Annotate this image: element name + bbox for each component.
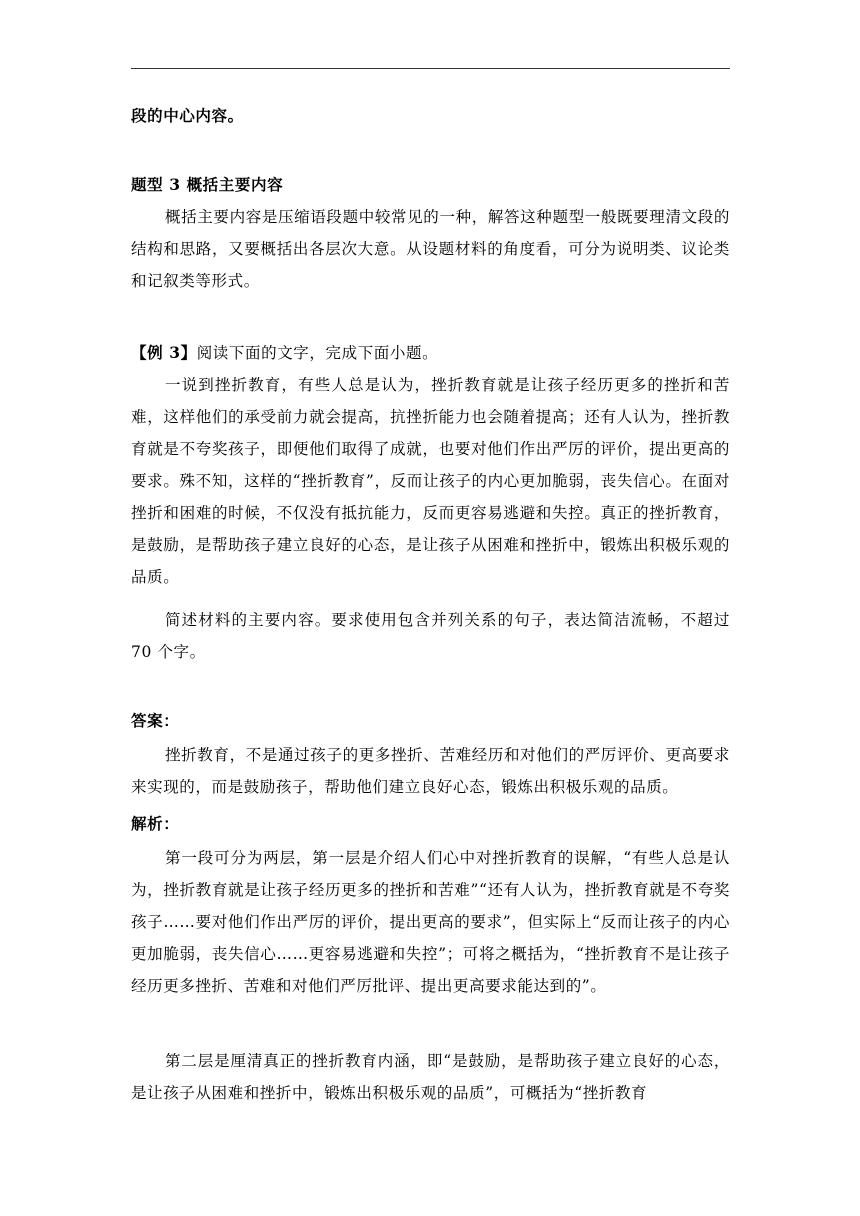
- analysis-label: 解析：: [131, 814, 180, 833]
- example-instruction: 阅读下面的文字，完成下面小题。: [196, 344, 439, 362]
- answer-paragraph: 挫折教育，不是通过孩子的更多挫折、苦难经历和对他们的严厉评价、更高要求来实现的，而是鼓励孩子，帮助他们建立良好心态，锻炼出积极乐观的品质。: [131, 746, 730, 796]
- answer-label: 答案：: [131, 711, 180, 730]
- top-fragment: 段的中心内容。: [131, 106, 244, 125]
- intro-paragraph: 概括主要内容是压缩语段题中较常见的一种，解答这种题型一般既要理清文段的结构和思路，又要概括出各层次大意。从设题材料的角度看，可分为说明类、议论类和记叙类等形式。: [131, 208, 730, 290]
- header-rule: [131, 68, 730, 69]
- analysis-paragraph-1: 第一段可分为两层，第一层是介绍人们心中对挫折教育的误解，“有些人总是认为，挫折教育就是让孩子经历更多的挫折和苦难”“还有人认为，挫折教育就是不夸奖孩子……要对他们作出严厉的评价，提出更高的要求”，但实际上“反而让孩子的内心更加脆弱，丧失信心……更容易逃避和失控”；可将之概括为，“挫折教育不是让孩子经历更多挫折、苦难和对他们严厉批评、提出更高要求能达到的”。: [131, 849, 730, 995]
- example-label: 【例 3】: [131, 343, 197, 362]
- example-line: [131, 337, 730, 369]
- analysis-paragraph-2: 第二层是厘清真正的挫折教育内涵，即“是鼓励，是帮助孩子建立良好的心态，是让孩子从困难和挫折中，锻炼出积极乐观的品质”，可概括为“挫折教育: [131, 1052, 730, 1102]
- section-heading: 题型 3 概括主要内容: [131, 175, 284, 194]
- task-paragraph: 简述材料的主要内容。要求使用包含并列关系的句子，表达简洁流畅，不超过 70 个字。: [131, 611, 730, 661]
- passage-paragraph: 一说到挫折教育，有些人总是认为，挫折教育就是让孩子经历更多的挫折和苦难，这样他们的承受前力就会提高，抗挫折能力也会随着提高；还有人认为，挫折教育就是不夸奖孩子，即便他们取得了成就，也要对他们作出严厉的评价，提出更高的要求。殊不知，这样的“挫折教育”，反而让孩子的内心更加脆弱，丧失信心。在面对挫折和困难的时候，不仅没有抵抗能力，反而更容易逃避和失控。真正的挫折教育，是鼓励，是帮助孩子建立良好的心态，是让孩子从困难和挫折中，锻炼出积极乐观的品质。: [131, 376, 730, 586]
